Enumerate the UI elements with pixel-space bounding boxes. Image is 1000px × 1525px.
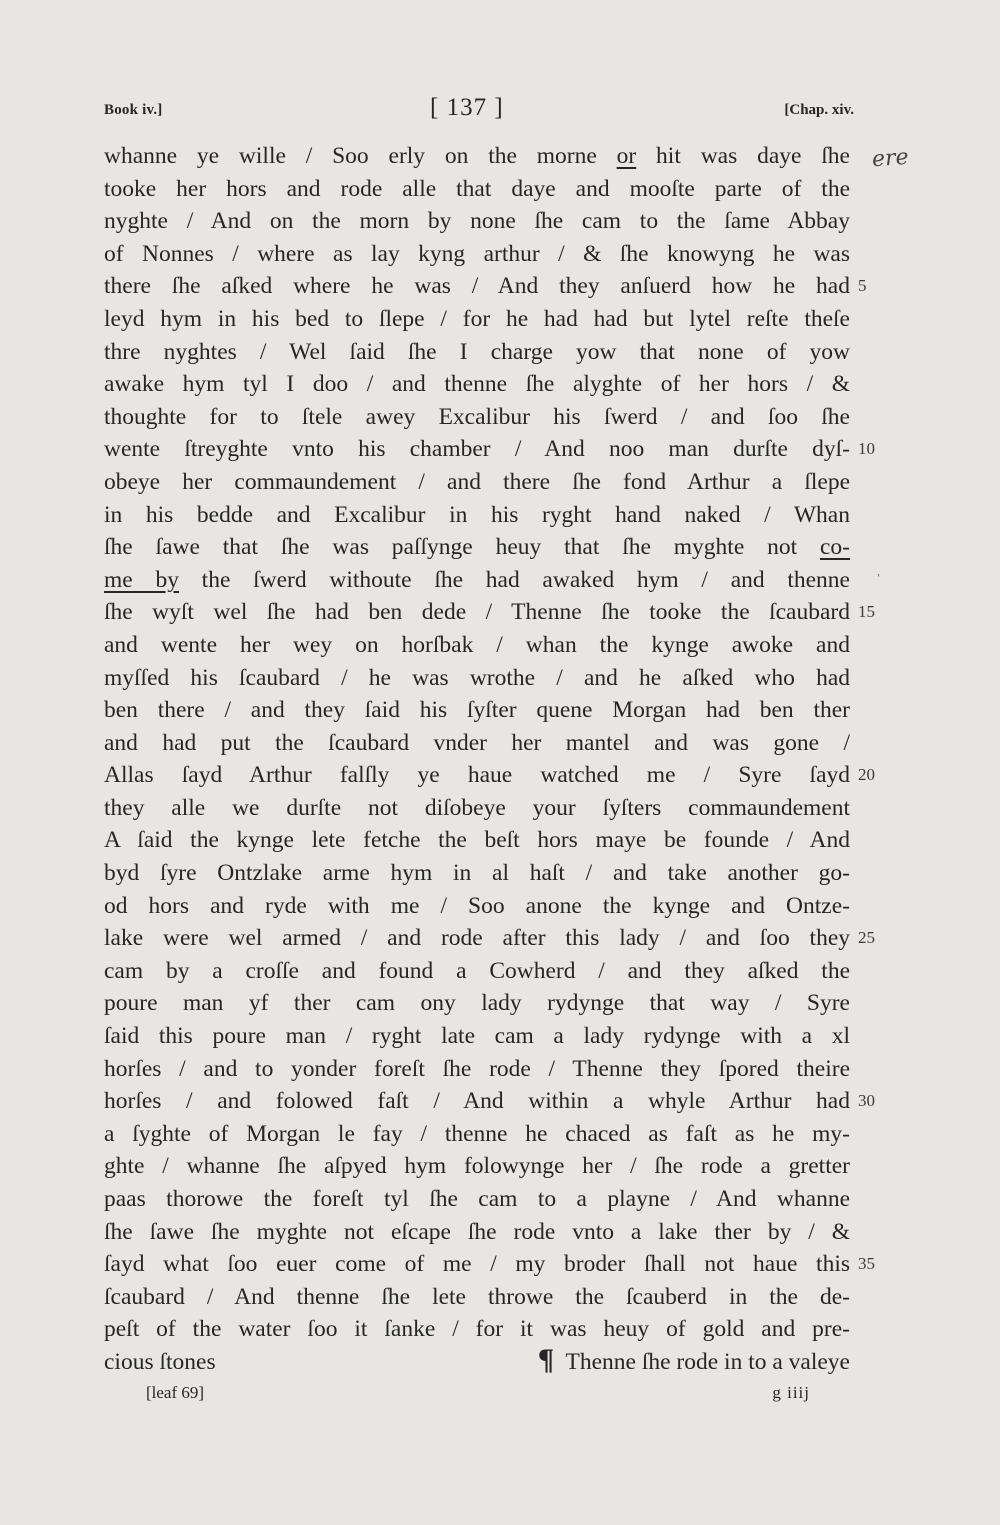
line-text: there ſhe aſked where he was / And they anſuerd how he had bbox=[104, 273, 850, 300]
text-line bbox=[104, 1281, 850, 1314]
underlined-text: me by bbox=[104, 566, 179, 593]
text-line bbox=[104, 466, 850, 499]
line-number: 5 bbox=[858, 276, 867, 296]
text-line bbox=[104, 694, 850, 727]
line-text: in his bedde and Excalibur in his ryght hand naked / Whan bbox=[104, 501, 850, 528]
text-line bbox=[104, 564, 850, 597]
line-text: obeye her commaundement / and there ſhe fond Arthur a ſlepe bbox=[104, 468, 850, 495]
text-line bbox=[104, 1248, 875, 1281]
line-text: Allas ſayd Arthur falſly ye haue watched me / Syre ſayd bbox=[104, 762, 850, 789]
text-line bbox=[104, 1118, 850, 1151]
text-line bbox=[104, 433, 875, 466]
underlined-text: or bbox=[616, 143, 637, 169]
last-line-left-text: cious ſtones bbox=[104, 1348, 216, 1375]
line-text: od hors and ryde with me / Soo anone the kynge and Ontze- bbox=[104, 892, 850, 919]
text-line bbox=[104, 173, 850, 206]
line-number: 25 bbox=[858, 928, 875, 948]
body-text bbox=[104, 140, 875, 1379]
text-line bbox=[104, 1020, 850, 1053]
line-text: awake hym tyl I doo / and thenne ſhe alyghte of her hors / & bbox=[104, 371, 850, 398]
line-text: leyd hym in his bed to ſlepe / for he had had but lytel reſte theſe bbox=[104, 305, 850, 332]
line-text: ſaid this poure man / ryght late cam a lady rydynge with a xl bbox=[104, 1023, 850, 1050]
text-line bbox=[104, 401, 850, 434]
line-text: thre nyghtes / Wel ſaid ſhe I charge yow that none of yow bbox=[104, 338, 850, 365]
text-line bbox=[104, 955, 850, 988]
line-text: of Nonnes / where as lay kyng arthur / & ſhe knowyng he was bbox=[104, 240, 850, 267]
text-line bbox=[104, 922, 875, 955]
line-text: and had put the ſcaubard vnder her mantel and was gone / bbox=[104, 729, 850, 756]
line-text: cam by a croſſe and found a Cowherd / and they aſked the bbox=[104, 957, 850, 984]
text-line bbox=[104, 1183, 850, 1216]
line-text: horſes / and folowed faſt / And within a whyle Arthur had bbox=[104, 1088, 850, 1115]
line-text: ſhe ſawe ſhe myghte not eſcape ſhe rode vnto a lake ther by / & bbox=[104, 1218, 850, 1245]
text-line bbox=[104, 531, 850, 564]
text-line bbox=[104, 1216, 850, 1249]
line-text: the ſwerd withoute ſhe had awaked hym / and thenne bbox=[178, 566, 850, 593]
line-text: lake were wel armed / and rode after this lady / and ſoo they bbox=[104, 925, 850, 952]
handwritten-margin-note: ere bbox=[871, 144, 910, 173]
text-line bbox=[104, 759, 875, 792]
text-line bbox=[104, 857, 850, 890]
line-text: ſhe wyſt wel ſhe had ben dede / Thenne ſhe tooke the ſcaubard bbox=[104, 599, 850, 626]
text-line bbox=[104, 238, 850, 271]
line-text: they alle we durſte not diſobeye your ſyſters commaundement bbox=[104, 794, 850, 821]
line-number: 10 bbox=[858, 439, 875, 459]
running-header bbox=[104, 94, 854, 130]
line-text: ſayd what ſoo euer come of me / my broder ſhall not haue this bbox=[104, 1251, 850, 1278]
line-text: byd ſyre Ontzlake arme hym in al haſt / and take another go- bbox=[104, 860, 850, 887]
line-number: 35 bbox=[858, 1254, 875, 1274]
text-line bbox=[104, 1313, 850, 1346]
line-text: myſſed his ſcaubard / he was wrothe / and he aſked who had bbox=[104, 664, 850, 691]
pilcrow-icon: ¶ bbox=[537, 1342, 555, 1376]
line-text: wente ſtreyghte vnto his chamber / And noo man durſte dyſ- bbox=[104, 436, 850, 463]
line-text: hit was daye ſhe bbox=[636, 143, 850, 169]
margin-tick-mark: ˌ bbox=[876, 560, 882, 577]
line-text: ben there / and they ſaid his ſyſter quene Morgan had ben ther bbox=[104, 697, 850, 724]
line-text: horſes / and to yonder foreſt ſhe rode / Thenne they ſpored theire bbox=[104, 1055, 850, 1082]
text-line bbox=[104, 727, 850, 760]
text-line bbox=[104, 662, 850, 695]
line-text: ſcaubard / And thenne ſhe lete throwe the ſcauberd in the de- bbox=[104, 1283, 850, 1310]
line-text: a ſyghte of Morgan le fay / thenne he chaced as faſt as he my- bbox=[104, 1120, 850, 1147]
text-line bbox=[104, 792, 850, 825]
text-line bbox=[104, 596, 875, 629]
line-text: poure man yf ther cam ony lady rydynge that way / Syre bbox=[104, 990, 850, 1017]
line-text: tooke her hors and rode alle that daye and mooſte parte of the bbox=[104, 175, 850, 202]
text-line-last bbox=[104, 1342, 850, 1379]
text-line bbox=[104, 1053, 850, 1086]
line-text: whanne ye wille / Soo erly on the morne bbox=[104, 143, 617, 169]
page-number: [ 137 ] bbox=[430, 94, 504, 121]
text-line bbox=[104, 499, 850, 532]
leaf-number: [leaf 69] bbox=[146, 1383, 205, 1402]
line-text: A ſaid the kynge lete fetche the beſt hors maye be founde / And bbox=[104, 827, 850, 854]
text-line bbox=[104, 824, 850, 857]
line-text: thoughte for to ſtele awey Excalibur his ſwerd / and ſoo ſhe bbox=[104, 403, 850, 430]
text-line bbox=[104, 1150, 850, 1183]
text-line bbox=[104, 270, 867, 303]
line-text: paas thorowe the foreſt tyl ſhe cam to a playne / And whanne bbox=[104, 1186, 850, 1212]
book-label: Book iv.] bbox=[104, 102, 163, 118]
line-text: ghte / whanne ſhe aſpyed hym folowynge her / ſhe rode a gretter bbox=[104, 1153, 850, 1180]
line-text: peſt of the water ſoo it ſanke / for it was heuy of gold and pre- bbox=[104, 1316, 850, 1343]
underlined-text: co- bbox=[819, 534, 850, 561]
text-line bbox=[104, 1085, 875, 1118]
signature-mark: g iiij bbox=[772, 1383, 810, 1402]
text-line bbox=[104, 368, 850, 401]
text-line bbox=[104, 140, 850, 173]
chapter-label: [Chap. xiv. bbox=[784, 102, 854, 118]
text-line bbox=[104, 336, 850, 369]
text-line bbox=[104, 890, 850, 923]
text-line bbox=[104, 629, 850, 662]
line-text: and wente her wey on horſbak / whan the kynge awoke and bbox=[104, 631, 850, 658]
last-line-right-text: Thenne ſhe rode in to a valeye bbox=[565, 1348, 850, 1375]
line-number: 20 bbox=[858, 765, 875, 785]
line-number: 15 bbox=[858, 602, 875, 622]
line-text: nyghte / And on the morn by none ſhe cam to the ſame Abbay bbox=[104, 208, 850, 235]
line-text: ſhe ſawe that ſhe was paſſynge heuy that ſhe myghte not bbox=[104, 534, 820, 561]
text-line bbox=[104, 987, 850, 1020]
text-line bbox=[104, 205, 850, 238]
text-line bbox=[104, 303, 850, 336]
page-footer bbox=[146, 1383, 810, 1413]
line-number: 30 bbox=[858, 1091, 875, 1111]
